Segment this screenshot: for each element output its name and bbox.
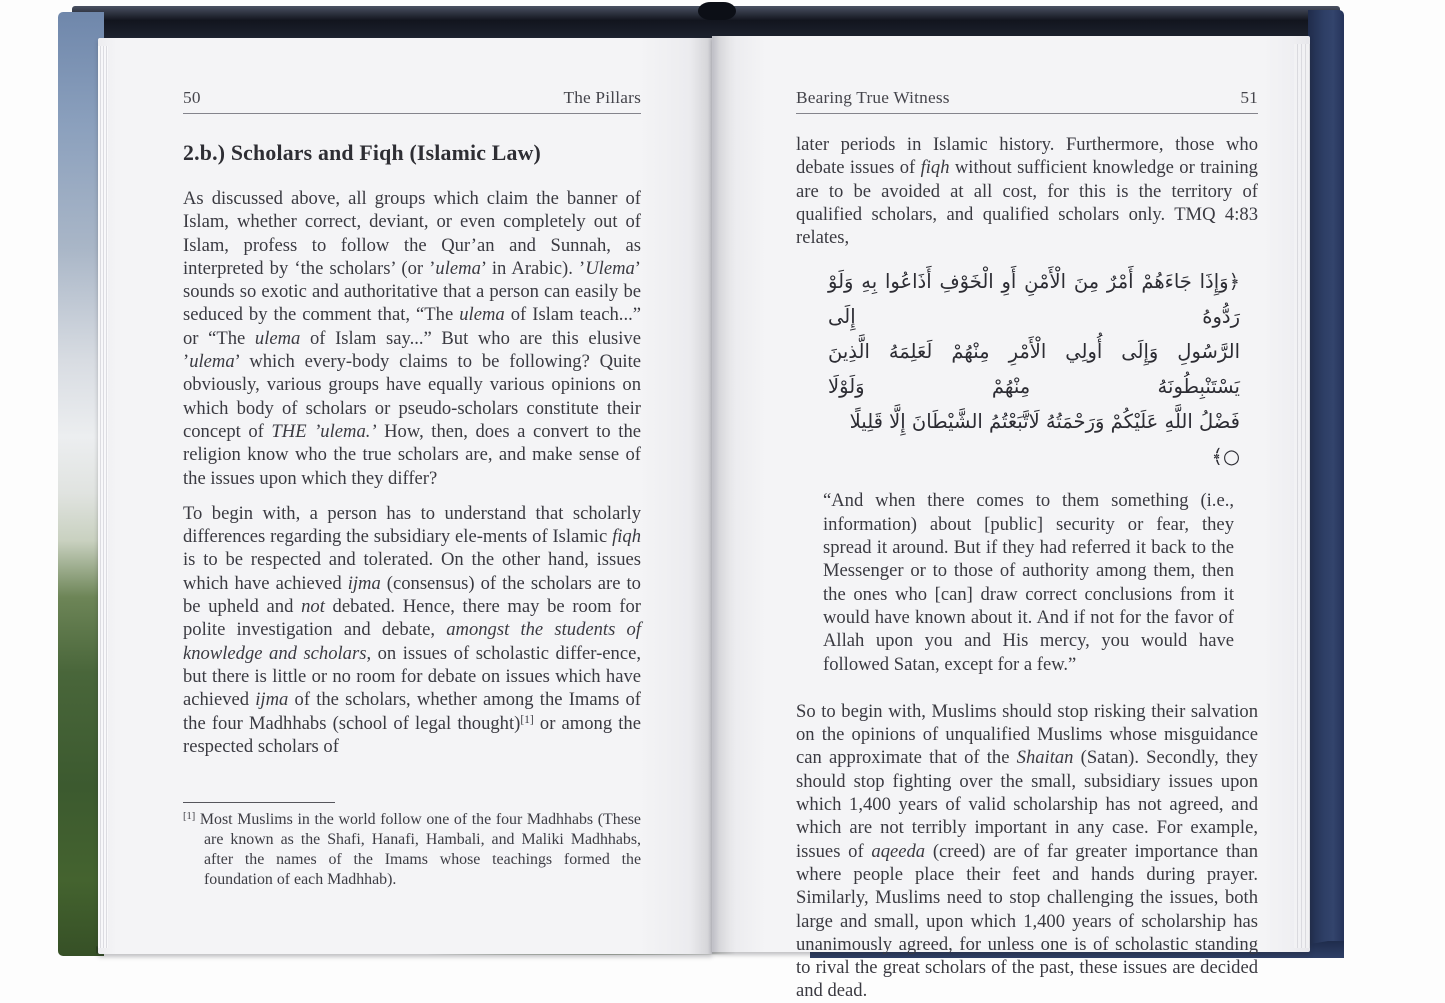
section-heading: 2.b.) Scholars and Fiqh (Islamic Law) xyxy=(183,141,542,165)
right-page-edge-stack xyxy=(1294,44,1310,948)
quran-verse-arabic xyxy=(828,264,1240,474)
running-title: The Pillars xyxy=(563,88,641,107)
paragraph: As discussed above, all groups which claim the banner of Islam, whether correct, deviant, or even completely out of Islam, profess to follow the Qur’an and Sunnah, as interpreted by ‘the scholars’ (or ’ulema’ in Arabic). ’Ulema’ sounds so exotic and authoritative that a person can easily be seduced by the comment that, “The ulema of Islam teach...” or “The ulema of Islam say...” But who are this elusive ’ulema’ which every-body claims to be following? Quite obviously, various groups have equally various opinions on which body of scholars or pseudo-scholars constitute their concept of THE ’ulema.’ How, then, does a convert to the religion know who the true scholars are, and make sense of the issues upon which they differ? xyxy=(183,188,642,489)
paragraph: later periods in Islamic history. Furthermore, those who debate issues of fiqh without sufficient knowledge or training are to be avoided at all cost, for this is the territory of qualified scholars, and qualified scholars only. TMQ 4:83 relates, xyxy=(796,134,1258,249)
book-gutter-shadow xyxy=(690,36,736,954)
footnote-text: [1] Most Muslims in the world follow one of the four Madhhabs (These are known as the Shafi, Hanafi, Hambali, and Maliki Madhhabs, after the names of the Imams whose teachings formed the foundation of each Madhhab). xyxy=(183,811,641,888)
footnote-reference: [1] xyxy=(520,713,534,726)
arabic-line: الرَّسُولِ وَإِلَى أُولِي الْأَمْرِ مِنْهُمْ لَعَلِمَهُ الَّذِينَ يَسْتَنْبِطُونَهُ مِنْهُمْ وَلَوْلَا xyxy=(828,340,1240,399)
book-spine-notch xyxy=(698,2,736,20)
page-number: 50 xyxy=(183,88,201,107)
footnote-marker: [1] xyxy=(183,811,196,823)
left-page-edge-stack xyxy=(98,46,108,948)
book-cover-right-edge xyxy=(1308,10,1344,958)
paragraph xyxy=(183,502,641,758)
left-page-header xyxy=(183,88,641,114)
right-page-header xyxy=(796,88,1258,114)
footnote xyxy=(183,802,641,890)
left-page-content xyxy=(183,88,641,890)
running-title: Bearing True Witness xyxy=(796,88,950,107)
arabic-line: فَضْلُ اللَّهِ عَلَيْكُمْ وَرَحْمَتُهُ لَاتَّبَعْتُمُ الشَّيْطَانَ إِلَّا قَلِيلًا ○﴾ xyxy=(849,410,1240,469)
right-page-content xyxy=(796,88,1258,1003)
paragraph-text: To begin with, a person has to understand that scholarly differences regarding the subsidiary ele-ments of Islamic fiqh is to be respected and tolerated. On the other hand, issues which have achieved ijma (consensus) of the scholars are to be upheld and not debated. Hence, there may be room for polite investigation and debate, amongst the students of knowledge and scholars, on issues of scholastic differ-ence, but there is little or no room for debate on issues which have achieved ijma of the scholars, whether among the Imams of the four Madhhabs (school of legal thought) xyxy=(183,502,642,734)
footnote-separator xyxy=(183,802,335,803)
page-number: 51 xyxy=(1240,88,1258,107)
arabic-line: ﴿وَإِذَا جَاءَهُمْ أَمْرٌ مِنَ الْأَمْنِ أَوِ الْخَوْفِ أَذَاعُوا بِهِ وَلَوْ رَدُّوهُ إِلَى xyxy=(828,270,1240,329)
paragraph: So to begin with, Muslims should stop risking their salvation on the opinions of unqualified Muslims whose misguidance can approximate that of the Shaitan (Satan). Secondly, they should stop fighting over the small, subsidiary issues upon which 1,400 years of valid scholarship has not agreed, and which are not terribly important in any case. For example, issues of aqeeda (creed) are of far greater importance than where people place their feet and hands during prayer. Similarly, Muslims need to stop challenging the issues, both large and small, upon which 1,400 years of scholarship has unanimously agreed, for unless one is of scholastic standing to rival the great scholars of the past, these issues are decided and dead. xyxy=(796,700,1258,1002)
paragraph-text: or among the respected scholars of xyxy=(183,712,641,757)
quran-verse-translation: “And when there comes to them something (i.e., information) about [public] security or fear, they spread it around. But if they had referred it back to the Messenger or to those of authority among them, then the ones who [can] draw correct conclusions from it would have known about it. And if not for the favor of Allah upon you and His mercy, you would have followed Satan, except for a few.” xyxy=(823,490,1234,675)
